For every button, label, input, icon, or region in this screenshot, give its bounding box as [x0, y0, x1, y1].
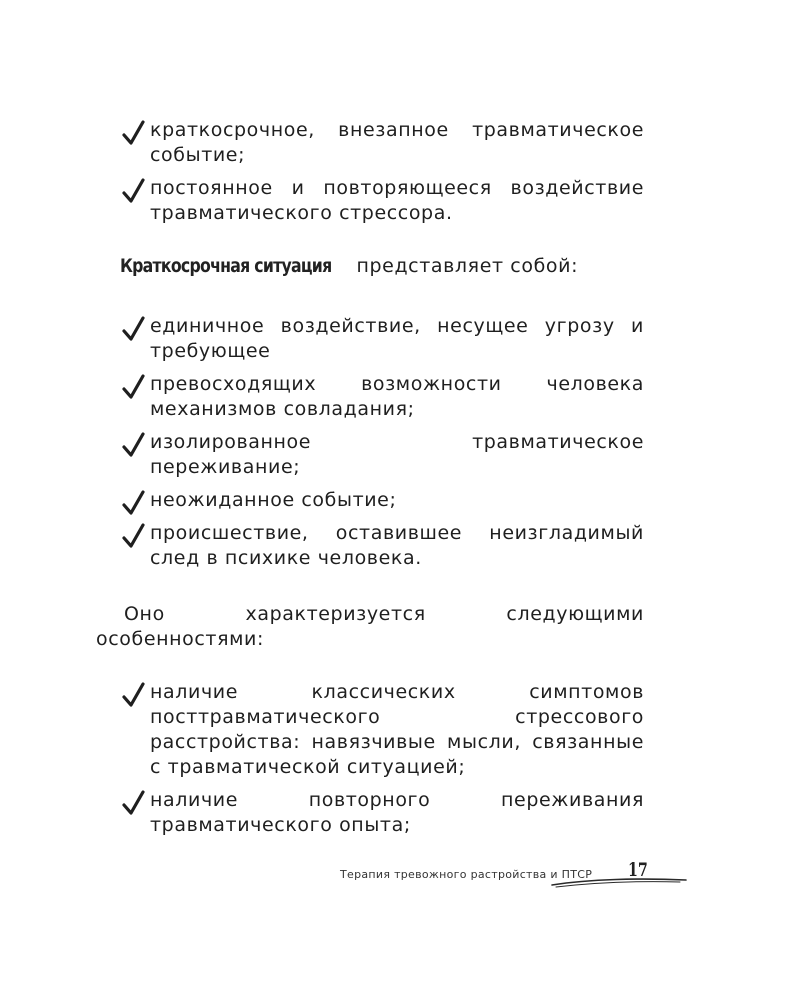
page-footer [330, 857, 690, 897]
list-item [120, 372, 644, 422]
handwritten-highlight: Краткосрочная ситуация [120, 255, 332, 277]
bullet-list-3 [120, 680, 644, 838]
list-item-text: неожиданное событие; [150, 489, 397, 511]
intro-line [120, 254, 644, 279]
checkmark-icon [122, 682, 146, 708]
list-item [120, 488, 644, 513]
list-item [120, 430, 644, 480]
checkmark-icon [122, 523, 146, 549]
bullet-list-2 [120, 314, 644, 571]
list-item [120, 314, 644, 364]
checkmark-icon [122, 178, 146, 204]
checkmark-icon [122, 120, 146, 146]
checkmark-icon [122, 432, 146, 458]
underline-swoosh-icon [550, 875, 690, 889]
list-item [120, 680, 644, 780]
page-number: 17 [628, 859, 648, 881]
list-item-text: изолированное травматическое переживание; [150, 431, 644, 478]
list-item [120, 118, 644, 168]
list-item-text: происшествие, оставившее неизгладимый след в психике человека. [150, 522, 644, 569]
list-item-text: краткосрочное, внезапное травматическое событие; [150, 119, 644, 166]
list-item-text: наличие повторного переживания травматического опыта; [150, 789, 644, 836]
checkmark-icon [122, 316, 146, 342]
body-paragraph: Оно характеризуется следующими особенностями: [96, 603, 644, 650]
checkmark-icon [122, 790, 146, 816]
list-item-text: единичное воздействие, несущее угрозу и требующее [150, 315, 644, 362]
list-item-text: постоянное и повторяющееся воздействие травматического стрессора. [150, 177, 644, 224]
checkmark-icon [122, 374, 146, 400]
list-item-text: наличие классических симптомов посттравматического стрессового расстройства: навязчивые мысли, связанные с травматической ситуацией; [150, 681, 644, 778]
intro-rest: представляет собой: [349, 255, 579, 277]
list-item-text: превосходящих возможности человека механизмов совладания; [150, 373, 644, 420]
list-item [120, 176, 644, 226]
bullet-list-1 [120, 118, 644, 226]
list-item [120, 521, 644, 571]
checkmark-icon [122, 490, 146, 516]
running-title: Терапия тревожного растройства и ПТСР [340, 868, 593, 881]
list-item [120, 788, 644, 838]
